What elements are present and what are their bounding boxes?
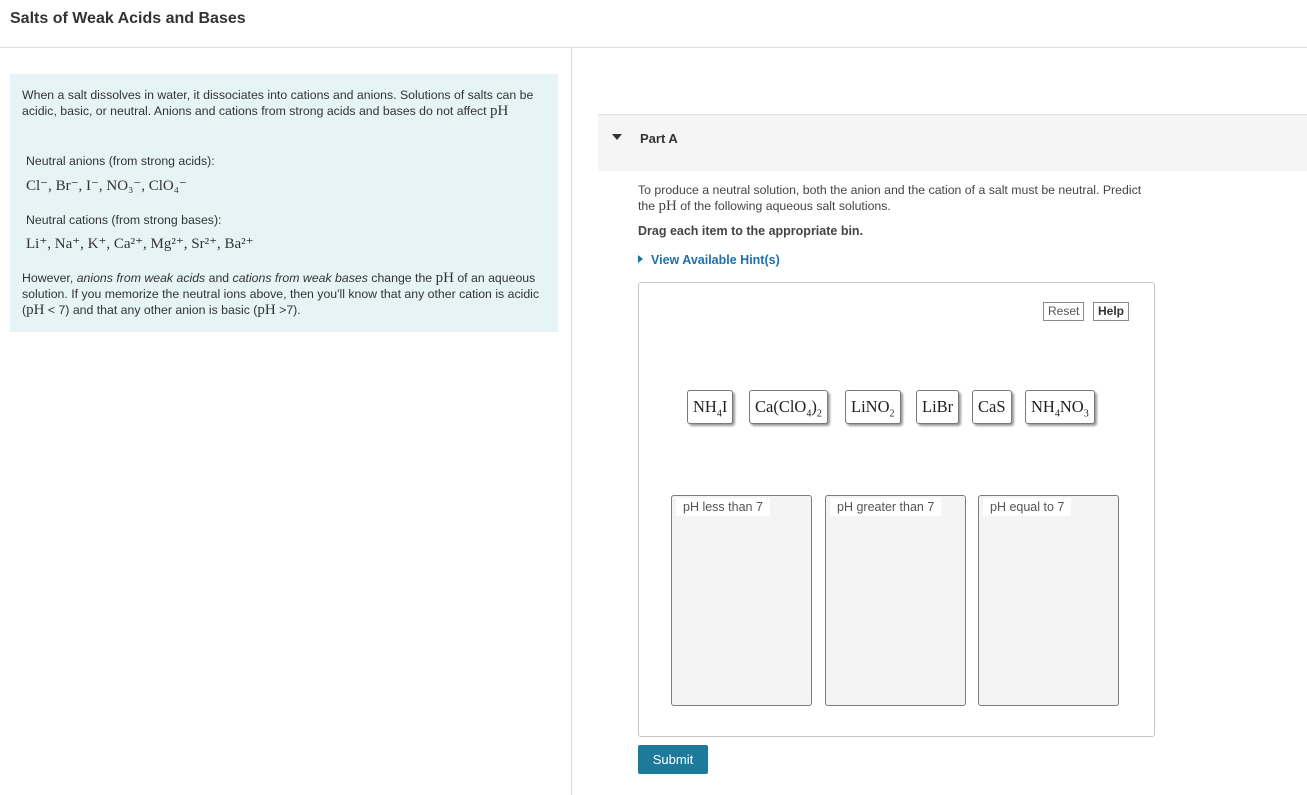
neutral-cations-label: Neutral cations (from strong bases): bbox=[26, 213, 222, 227]
tile-cas[interactable]: CaS bbox=[972, 390, 1012, 424]
page-header bbox=[0, 0, 1307, 48]
view-hints-link[interactable]: View Available Hint(s) bbox=[638, 253, 780, 267]
bin-label: pH less than 7 bbox=[676, 498, 770, 516]
intro-weak-paragraph: However, anions from weak acids and cations from weak bases change the pH of an aqueous solution. If you memorize the neutral ions above, then you'll know that any other cation is acidic (pH < 7) and that any other anion is basic (pH >7). bbox=[22, 270, 540, 318]
help-button[interactable]: Help bbox=[1093, 302, 1129, 321]
column-divider bbox=[571, 48, 572, 795]
intro-paragraph: When a salt dissolves in water, it dissociates into cations and anions. Solutions of salts can be acidic, basic, or neutral. Anions and cations from strong acids and bases do not affect pH bbox=[22, 88, 534, 119]
neutral-anions-list: Cl⁻, Br⁻, I⁻, NO₃⁻, ClO₄⁻ bbox=[26, 178, 187, 194]
collapse-triangle-icon[interactable] bbox=[612, 134, 622, 140]
bin-ph-equal-to-7[interactable] bbox=[978, 495, 1119, 706]
neutral-anions-label: Neutral anions (from strong acids): bbox=[26, 154, 215, 168]
part-a-header[interactable] bbox=[598, 114, 1307, 171]
caret-right-icon bbox=[638, 255, 643, 263]
part-instructions: To produce a neutral solution, both the anion and the cation of a salt must be neutral. Predict the pH of the following aqueous salt solutions. bbox=[638, 183, 1142, 214]
bin-ph-less-than-7[interactable] bbox=[671, 495, 812, 706]
drag-instruction: Drag each item to the appropriate bin. bbox=[638, 224, 864, 238]
tile-lino2[interactable]: LiNO$_2$ bbox=[845, 390, 901, 424]
bin-label: pH equal to 7 bbox=[983, 498, 1071, 516]
neutral-cations-list: Li⁺, Na⁺, K⁺, Ca²⁺, Mg²⁺, Sr²⁺, Ba²⁺ bbox=[26, 236, 254, 252]
tile-libr[interactable]: LiBr bbox=[916, 390, 959, 424]
part-a-label: Part A bbox=[640, 131, 678, 146]
ph-term: pH bbox=[490, 103, 509, 119]
reset-button[interactable]: Reset bbox=[1043, 302, 1084, 321]
submit-button[interactable]: Submit bbox=[638, 745, 708, 774]
bin-ph-greater-than-7[interactable] bbox=[825, 495, 966, 706]
tile-ca-clo4-2[interactable]: $Ca(ClO_4)_2$ bbox=[749, 390, 828, 424]
intro-panel bbox=[10, 74, 558, 332]
bin-label: pH greater than 7 bbox=[830, 498, 941, 516]
tile-nh4no3[interactable]: $NH_4NO_3$ bbox=[1025, 390, 1095, 424]
tile-nh4i[interactable]: $NH_4I$ bbox=[687, 390, 733, 424]
page-title: Salts of Weak Acids and Bases bbox=[10, 10, 246, 27]
drag-drop-board bbox=[638, 282, 1155, 737]
